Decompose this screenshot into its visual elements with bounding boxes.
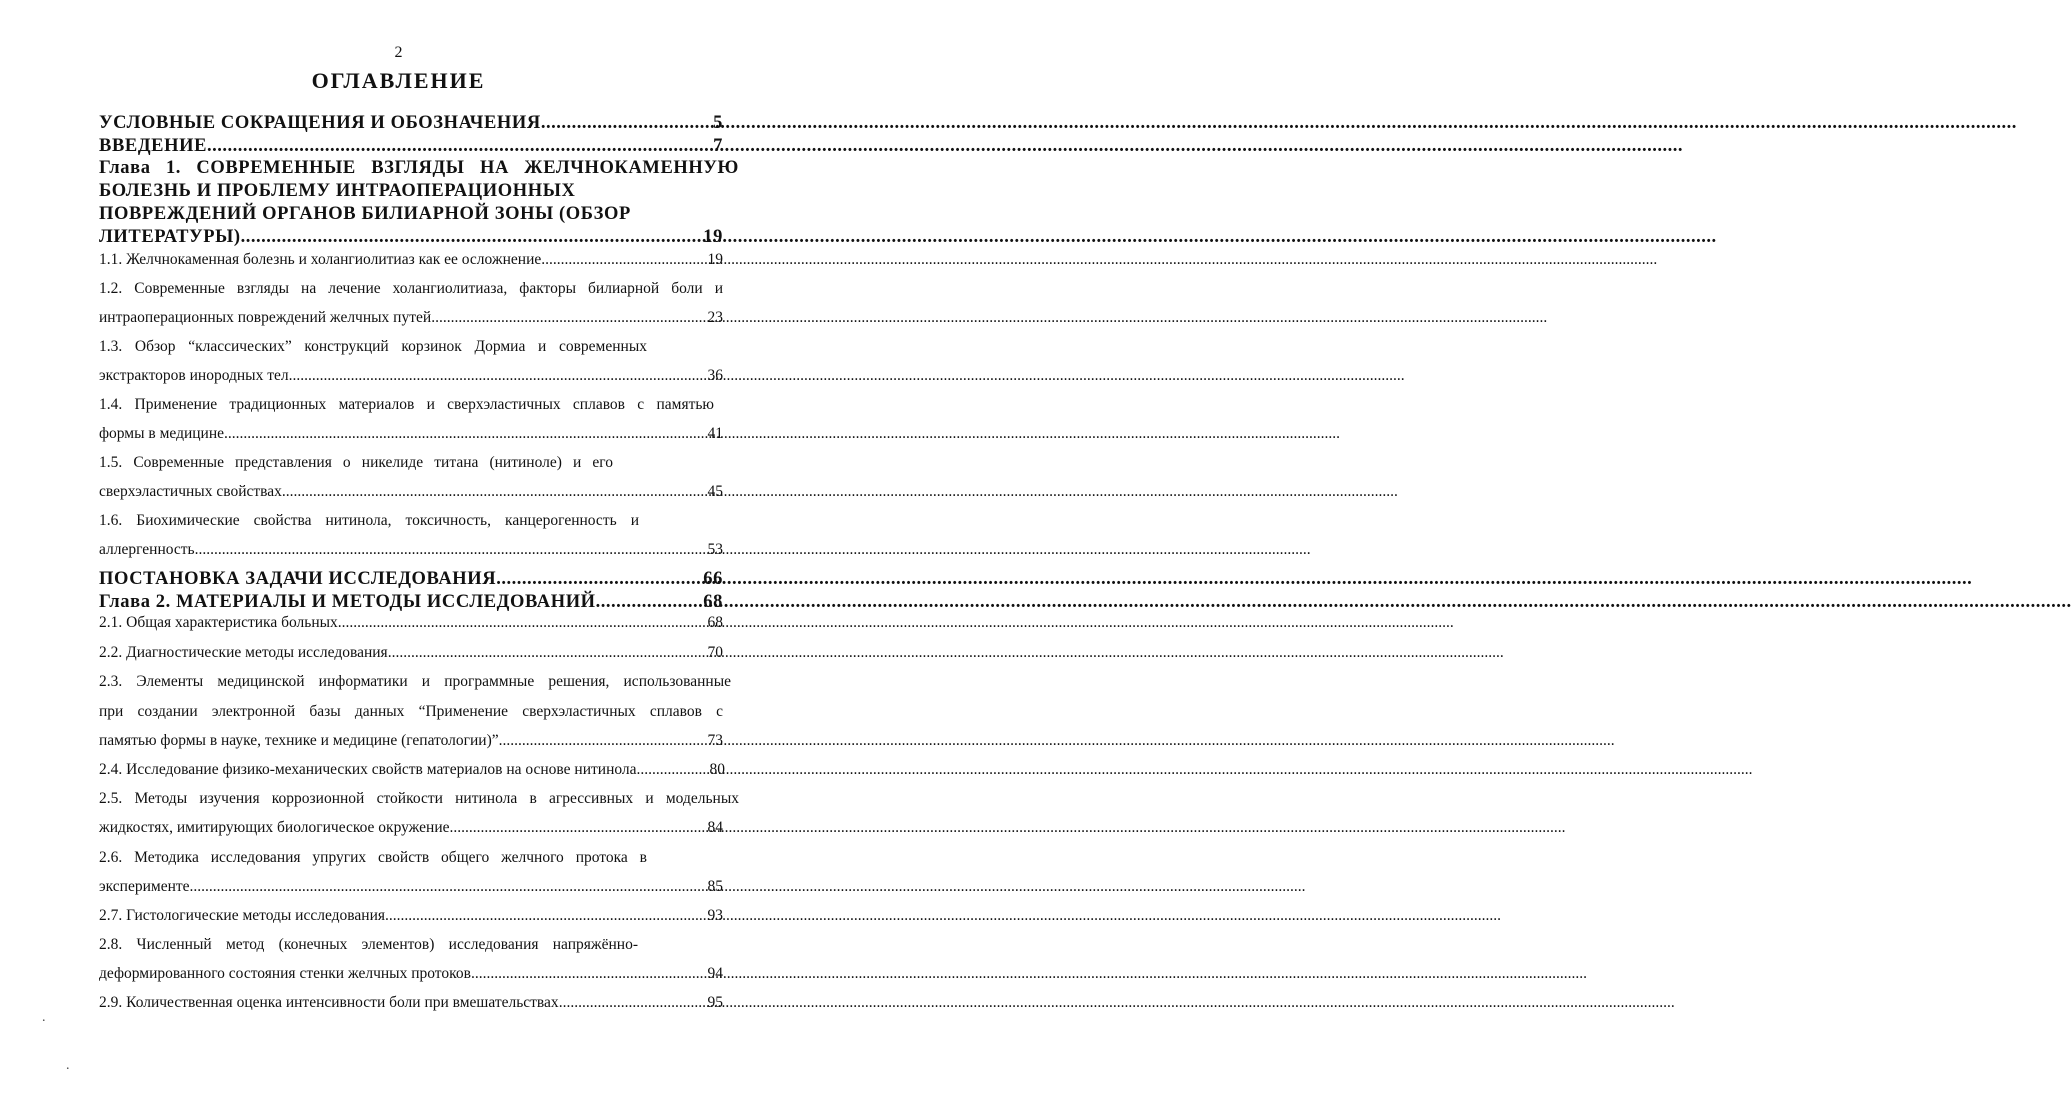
leader-dots	[496, 569, 703, 590]
toc-page-number: 41	[707, 425, 723, 442]
toc-page-number: 53	[707, 541, 723, 558]
toc-section-1-5-line-2[interactable]	[99, 483, 723, 501]
toc-page-number: 19	[703, 227, 723, 247]
toc-page-number: 85	[707, 878, 723, 895]
document-page	[0, 0, 797, 1095]
page-title: ОГЛАВЛЕНИЕ	[311, 68, 486, 93]
toc-entry-text: жидкостях, имитирующих биологическое окружение	[99, 819, 450, 836]
toc-entry-text: ЛИТЕРАТУРЫ)	[99, 227, 241, 247]
toc-section-2-5-line-1[interactable]: 2.5. Методы изучения коррозионной стойкости нитинола в агрессивных и модельных	[99, 790, 739, 807]
leader-dots	[559, 994, 708, 1012]
toc-entry-text: деформированного состояния стенки желчных протоков	[99, 965, 471, 982]
toc-entry-text: памятью формы в науке, технике и медицине (гепатологии)”	[99, 732, 499, 749]
toc-section-1-4-line-1[interactable]: 1.4. Применение традиционных материалов и сверхэластичных сплавов с памятью	[99, 396, 714, 413]
toc-page-number: 68	[703, 592, 723, 612]
leader-dots	[195, 541, 708, 559]
toc-section-2-3-line-2[interactable]: при создании электронной базы данных “Применение сверхэластичных сплавов с	[99, 703, 723, 720]
toc-page-number: 73	[707, 732, 723, 749]
leader-dots	[388, 644, 708, 662]
toc-chapter-1-line-3[interactable]: ПОВРЕЖДЕНИЙ ОРГАНОВ БИЛИАРНОЙ ЗОНЫ (ОБЗОР	[99, 204, 631, 224]
toc-section-1-6-line-1[interactable]: 1.6. Биохимические свойства нитинола, токсичность, канцерогенность и	[99, 512, 639, 529]
toc-page-number: 45	[707, 483, 723, 500]
toc-page-number: 68	[707, 614, 723, 631]
toc-entry-text: эксперименте	[99, 878, 190, 895]
leader-dots	[241, 227, 704, 248]
toc-entry-text: 2.1. Общая характеристика больных	[99, 614, 338, 631]
toc-section-2-2[interactable]	[99, 644, 723, 662]
toc-entry-text: экстракторов инородных тел	[99, 367, 289, 384]
leader-dots	[282, 483, 708, 501]
leader-dots	[224, 425, 707, 443]
toc-entry-text: 2.4. Исследование физико-механических свойств материалов на основе нитинола	[99, 761, 637, 778]
toc-page-number: 70	[707, 644, 723, 661]
leader-dots	[207, 136, 713, 157]
toc-page-number: 93	[707, 907, 723, 924]
toc-section-1-5-line-1[interactable]: 1.5. Современные представления о никелиде титана (нитиноле) и его	[99, 454, 613, 471]
toc-section-1-1[interactable]	[99, 251, 723, 269]
toc-section-2-1[interactable]	[99, 614, 723, 632]
leader-dots	[450, 819, 708, 837]
toc-page-number: 66	[703, 569, 723, 589]
toc-entry-research-task[interactable]	[99, 569, 723, 590]
toc-chapter-1-line-1[interactable]: Глава 1. СОВРЕМЕННЫЕ ВЗГЛЯДЫ НА ЖЕЛЧНОКАМЕННУЮ	[99, 158, 739, 178]
toc-section-2-8-line-1[interactable]: 2.8. Численный метод (конечных элементов) исследования напряжённо-	[99, 936, 638, 953]
toc-section-1-6-line-2[interactable]	[99, 541, 723, 559]
toc-entry-text: ПОСТАНОВКА ЗАДАЧИ ИССЛЕДОВАНИЯ	[99, 569, 497, 589]
toc-entry-text: сверхэластичных свойствах	[99, 483, 282, 500]
toc-page-number: 5	[713, 113, 723, 133]
toc-page-number: 19	[707, 251, 723, 268]
toc-section-2-3-line-1[interactable]: 2.3. Элементы медицинской информатики и программные решения, использованные	[99, 673, 731, 690]
toc-entry-text: УСЛОВНЫЕ СОКРАЩЕНИЯ И ОБОЗНАЧЕНИЯ	[99, 113, 541, 133]
toc-page-number: 95	[707, 994, 723, 1011]
toc-entry-text: Глава 2. МАТЕРИАЛЫ И МЕТОДЫ ИССЛЕДОВАНИЙ	[99, 592, 596, 612]
leader-dots	[499, 732, 708, 750]
toc-section-2-5-line-2[interactable]	[99, 819, 723, 837]
toc-section-1-2-line-2[interactable]	[99, 309, 723, 327]
toc-section-2-4[interactable]	[99, 761, 725, 779]
leader-dots	[385, 907, 708, 925]
toc-section-1-3-line-2[interactable]	[99, 367, 723, 385]
toc-section-2-7[interactable]	[99, 907, 723, 925]
toc-page-number: 7	[713, 136, 723, 156]
toc-page-number: 94	[707, 965, 723, 982]
toc-section-2-6-line-2[interactable]	[99, 878, 723, 896]
toc-section-2-9[interactable]	[99, 994, 723, 1012]
toc-section-2-6-line-1[interactable]: 2.6. Методика исследования упругих свойств общего желчного протока в	[99, 849, 647, 866]
toc-entry-text: ВВЕДЕНИЕ	[99, 136, 208, 156]
leader-dots	[541, 113, 713, 134]
toc-entry-text: 2.2. Диагностические методы исследования	[99, 644, 388, 661]
toc-section-1-4-line-2[interactable]	[99, 425, 723, 443]
toc-section-1-2-line-1[interactable]: 1.2. Современные взгляды на лечение холангиолитиаза, факторы билиарной боли и	[99, 280, 723, 297]
scan-speck: .	[42, 1010, 46, 1025]
toc-section-2-3-line-3[interactable]	[99, 732, 723, 750]
leader-dots	[637, 761, 710, 779]
leader-dots	[190, 878, 708, 896]
page-number: 2	[394, 44, 403, 61]
toc-chapter-2[interactable]	[99, 592, 723, 613]
leader-dots	[471, 965, 708, 983]
leader-dots	[596, 592, 704, 613]
toc-entry-abbreviations[interactable]	[99, 113, 723, 134]
toc-entry-introduction[interactable]	[99, 136, 723, 157]
toc-chapter-1-line-4[interactable]	[99, 227, 723, 248]
toc-page-number: 84	[707, 819, 723, 836]
toc-section-1-3-line-1[interactable]: 1.3. Обзор “классических” конструкций корзинок Дормиа и современных	[99, 338, 647, 355]
toc-entry-text: 2.9. Количественная оценка интенсивности боли при вмешательствах	[99, 994, 559, 1011]
toc-entry-text: интраоперационных повреждений желчных путей	[99, 309, 432, 326]
leader-dots	[541, 251, 707, 269]
toc-section-2-8-line-2[interactable]	[99, 965, 723, 983]
toc-page-number: 80	[709, 761, 725, 778]
toc-page-number: 36	[707, 367, 723, 384]
toc-entry-text: формы в медицине	[99, 425, 225, 442]
scan-speck: .	[66, 1058, 70, 1073]
leader-dots	[289, 367, 708, 385]
toc-entry-text: аллергенность	[99, 541, 195, 558]
toc-entry-text: 2.7. Гистологические методы исследования	[99, 907, 385, 924]
toc-entry-text: 1.1. Желчнокаменная болезнь и холангиолитиаз как ее осложнение	[99, 251, 542, 268]
leader-dots	[338, 614, 708, 632]
toc-page-number: 23	[707, 309, 723, 326]
leader-dots	[431, 309, 707, 327]
toc-chapter-1-line-2[interactable]: БОЛЕЗНЬ И ПРОБЛЕМУ ИНТРАОПЕРАЦИОННЫХ	[99, 181, 576, 201]
